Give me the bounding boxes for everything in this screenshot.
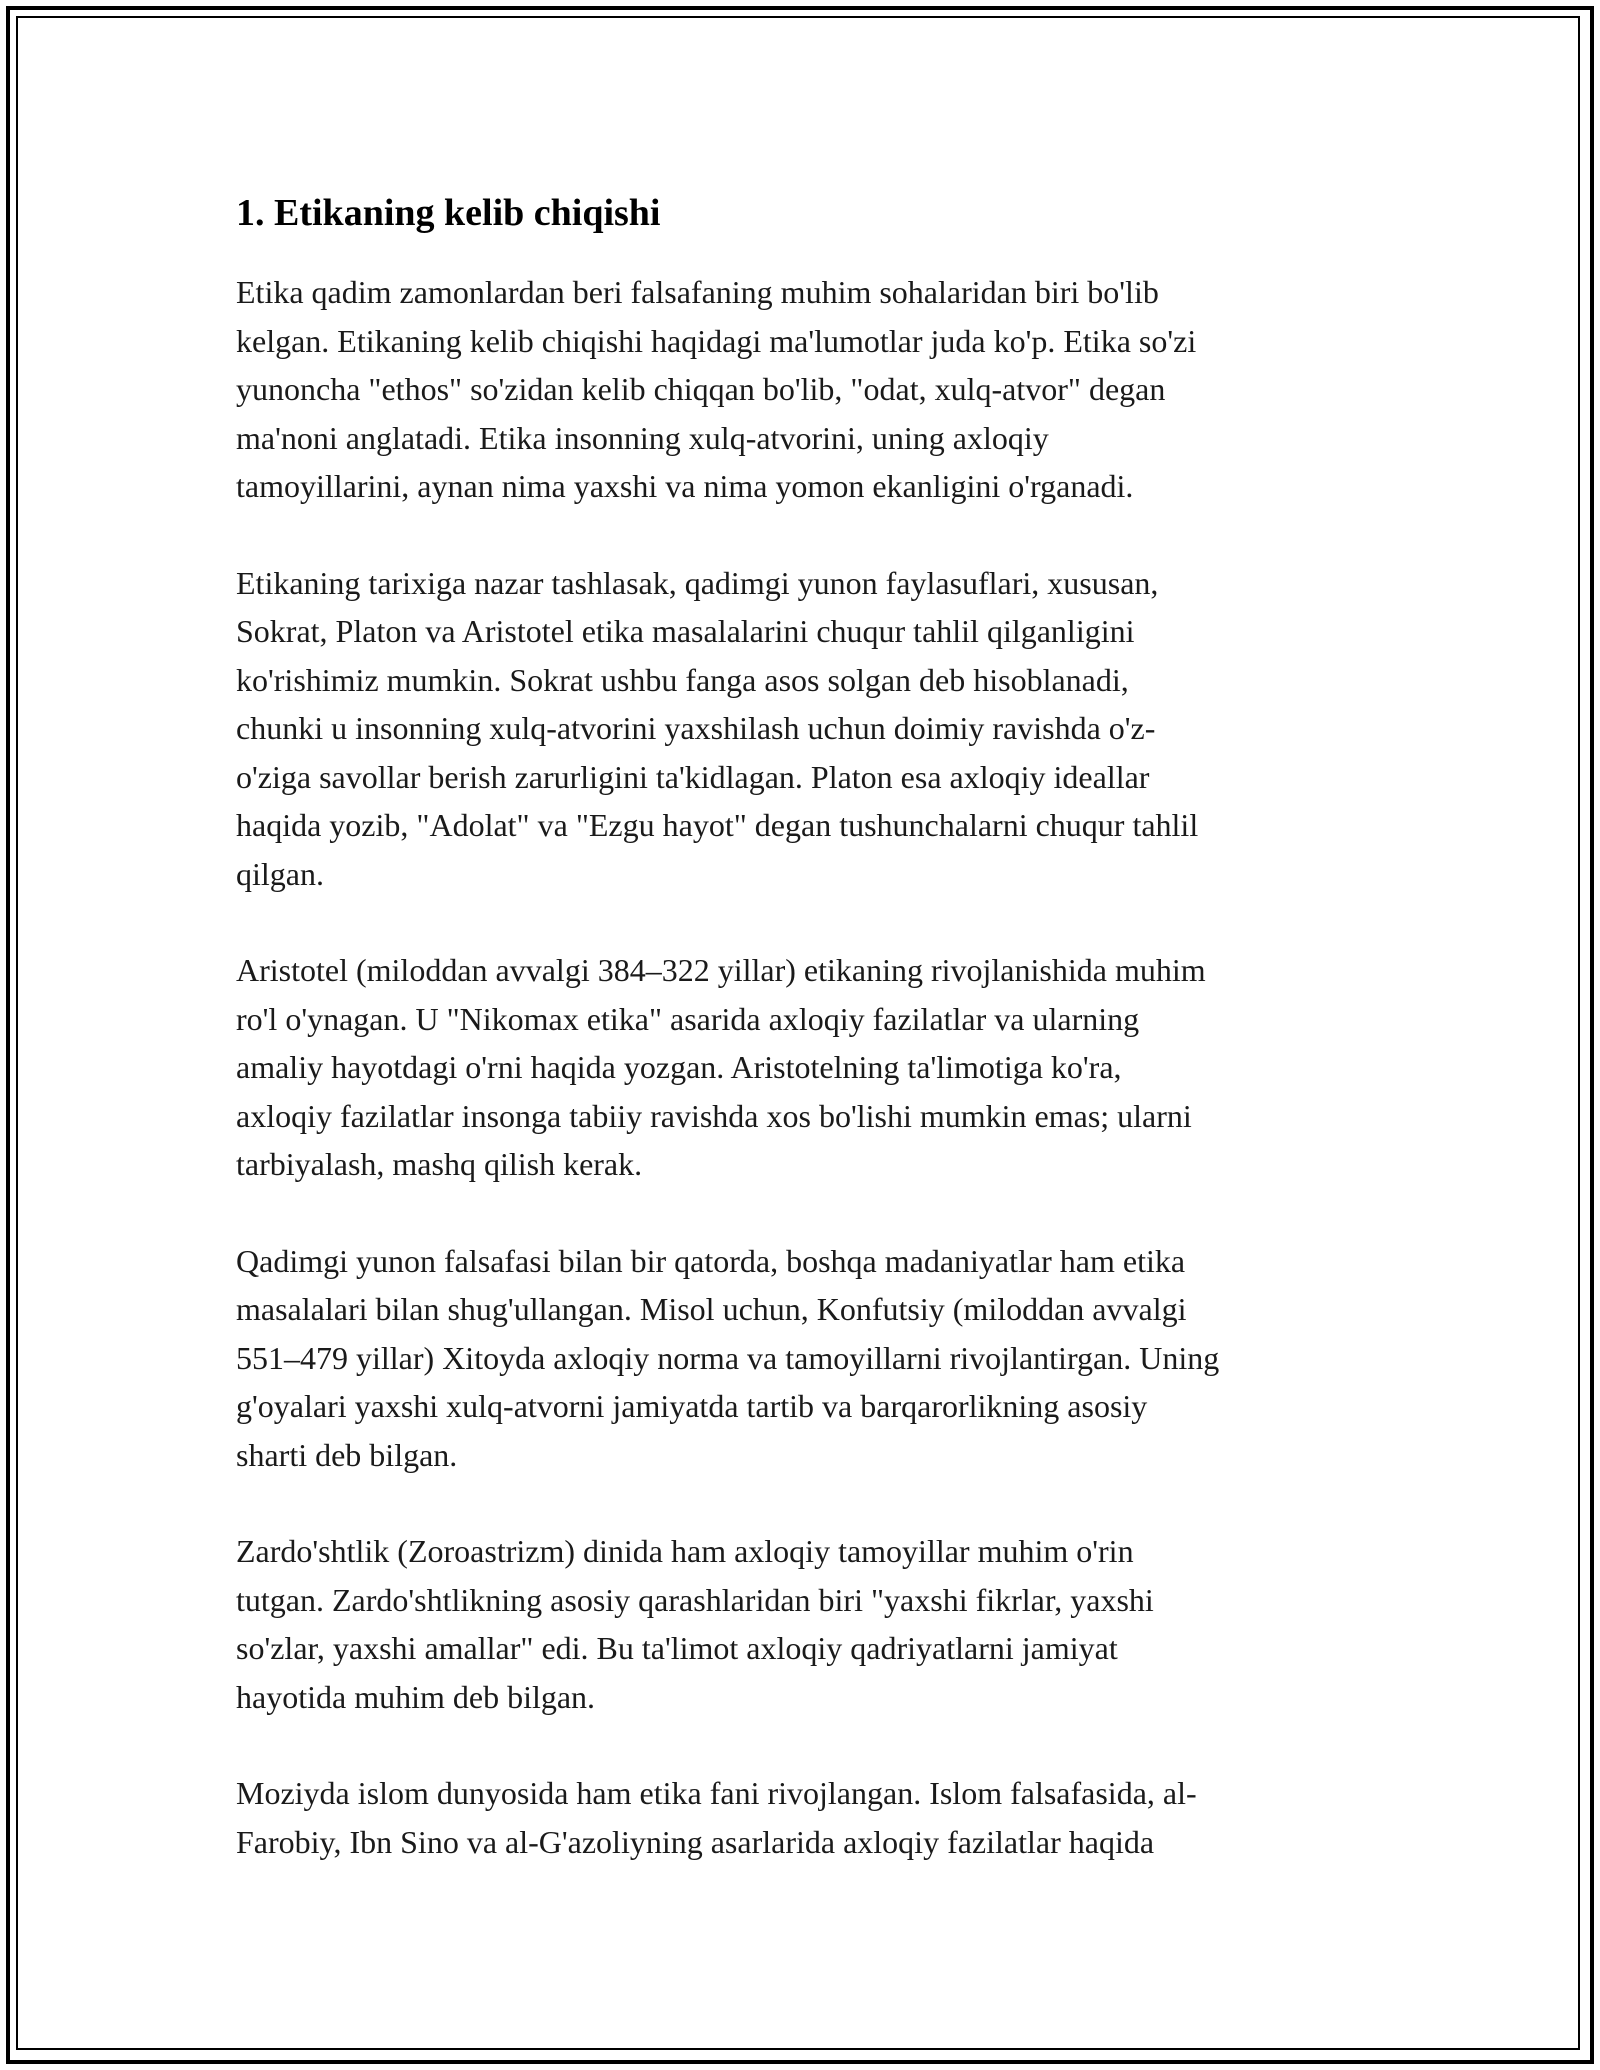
document-body	[236, 186, 1366, 1914]
text-line: chunki u insonning xulq-atvorini yaxshilash uchun doimiy ravishda o'z-	[236, 710, 1156, 746]
paragraph-4	[236, 1237, 1366, 1480]
text-line: kelgan. Etikaning kelib chiqishi haqidagi ma'lumotlar juda ko'p. Etika so'zi	[236, 322, 1197, 359]
text-line: tamoyillarini, aynan nima yaxshi va nima yomon ekanligini o'rganadi.	[236, 468, 1134, 504]
paragraph-5	[236, 1527, 1366, 1721]
text-line: haqida yozib, "Adolat" va "Ezgu hayot" degan tushunchalarni chuqur tahlil	[236, 807, 1199, 843]
text-line: sharti deb bilgan.	[236, 1436, 458, 1473]
section-heading: 1. Etikaning kelib chiqishi	[236, 192, 661, 234]
text-line: Sokrat, Platon va Aristotel etika masalalarini chuqur tahlil qilganligini	[236, 613, 1135, 649]
text-line: yunoncha "ethos" so'zidan kelib chiqqan bo'lib, "odat, xulq-atvor" degan	[236, 371, 1166, 407]
text-line: tutgan. Zardo'shtlikning asosiy qarashlaridan biri "yaxshi fikrlar, yaxshi	[236, 1581, 1154, 1618]
text-line: Etika qadim zamonlardan beri falsafaning muhim sohalaridan biri bo'lib	[236, 274, 1159, 310]
text-line: amaliy hayotdagi o'rni haqida yozgan. Aristotelning ta'limotiga ko'ra,	[236, 1049, 1122, 1085]
text-line: Aristotel (miloddan avvalgi 384–322 yillar) etikaning rivojlanishida muhim	[236, 952, 1206, 988]
text-line: so'zlar, yaxshi amallar" edi. Bu ta'limot axloqiy qadriyatlarni jamiyat	[236, 1630, 1118, 1666]
text-line: tarbiyalash, mashq qilish kerak.	[236, 1146, 643, 1182]
paragraph-1	[236, 268, 1366, 511]
text-line: Moziyda islom dunyosida ham etika fani rivojlangan. Islom falsafasida, al-	[236, 1775, 1197, 1811]
text-line: Etikaning tarixiga nazar tashlasak, qadimgi yunon faylasuflari, xususan,	[236, 564, 1159, 601]
text-line: hayotida muhim deb bilgan.	[236, 1678, 596, 1715]
paragraph-2	[236, 559, 1366, 899]
text-line: ma'noni anglatadi. Etika insonning xulq-atvorini, uning axloqiy	[236, 419, 1049, 456]
text-line: qilgan.	[236, 855, 324, 892]
text-line: Zardo'shtlik (Zoroastrizm) dinida ham axloqiy tamoyillar muhim o'rin	[236, 1533, 1134, 1569]
text-line: 551–479 yillar) Xitoyda axloqiy norma va tamoyillarni rivojlantirgan. Uning	[236, 1339, 1220, 1376]
text-line: ko'rishimiz mumkin. Sokrat ushbu fanga asos solgan deb hisoblanadi,	[236, 661, 1129, 698]
text-line: g'oyalari yaxshi xulq-atvorni jamiyatda tartib va barqarorlikning asosiy	[236, 1388, 1148, 1424]
text-line: Farobiy, Ibn Sino va al-G'azoliyning asarlarida axloqiy fazilatlar haqida	[236, 1823, 1155, 1860]
text-line: o'ziga savollar berish zarurligini ta'kidlagan. Platon esa axloqiy ideallar	[236, 758, 1150, 795]
text-line: Qadimgi yunon falsafasi bilan bir qatorda, boshqa madaniyatlar ham etika	[236, 1242, 1186, 1279]
paragraph-6	[236, 1769, 1366, 1866]
text-line: masalalari bilan shug'ullangan. Misol uchun, Konfutsiy (miloddan avvalgi	[236, 1291, 1187, 1327]
text-line: ro'l o'ynagan. U "Nikomax etika" asarida axloqiy fazilatlar va ularning	[236, 1000, 1140, 1037]
paragraph-3	[236, 946, 1366, 1189]
text-line: axloqiy fazilatlar insonga tabiiy ravishda xos bo'lishi mumkin emas; ularni	[236, 1097, 1192, 1134]
